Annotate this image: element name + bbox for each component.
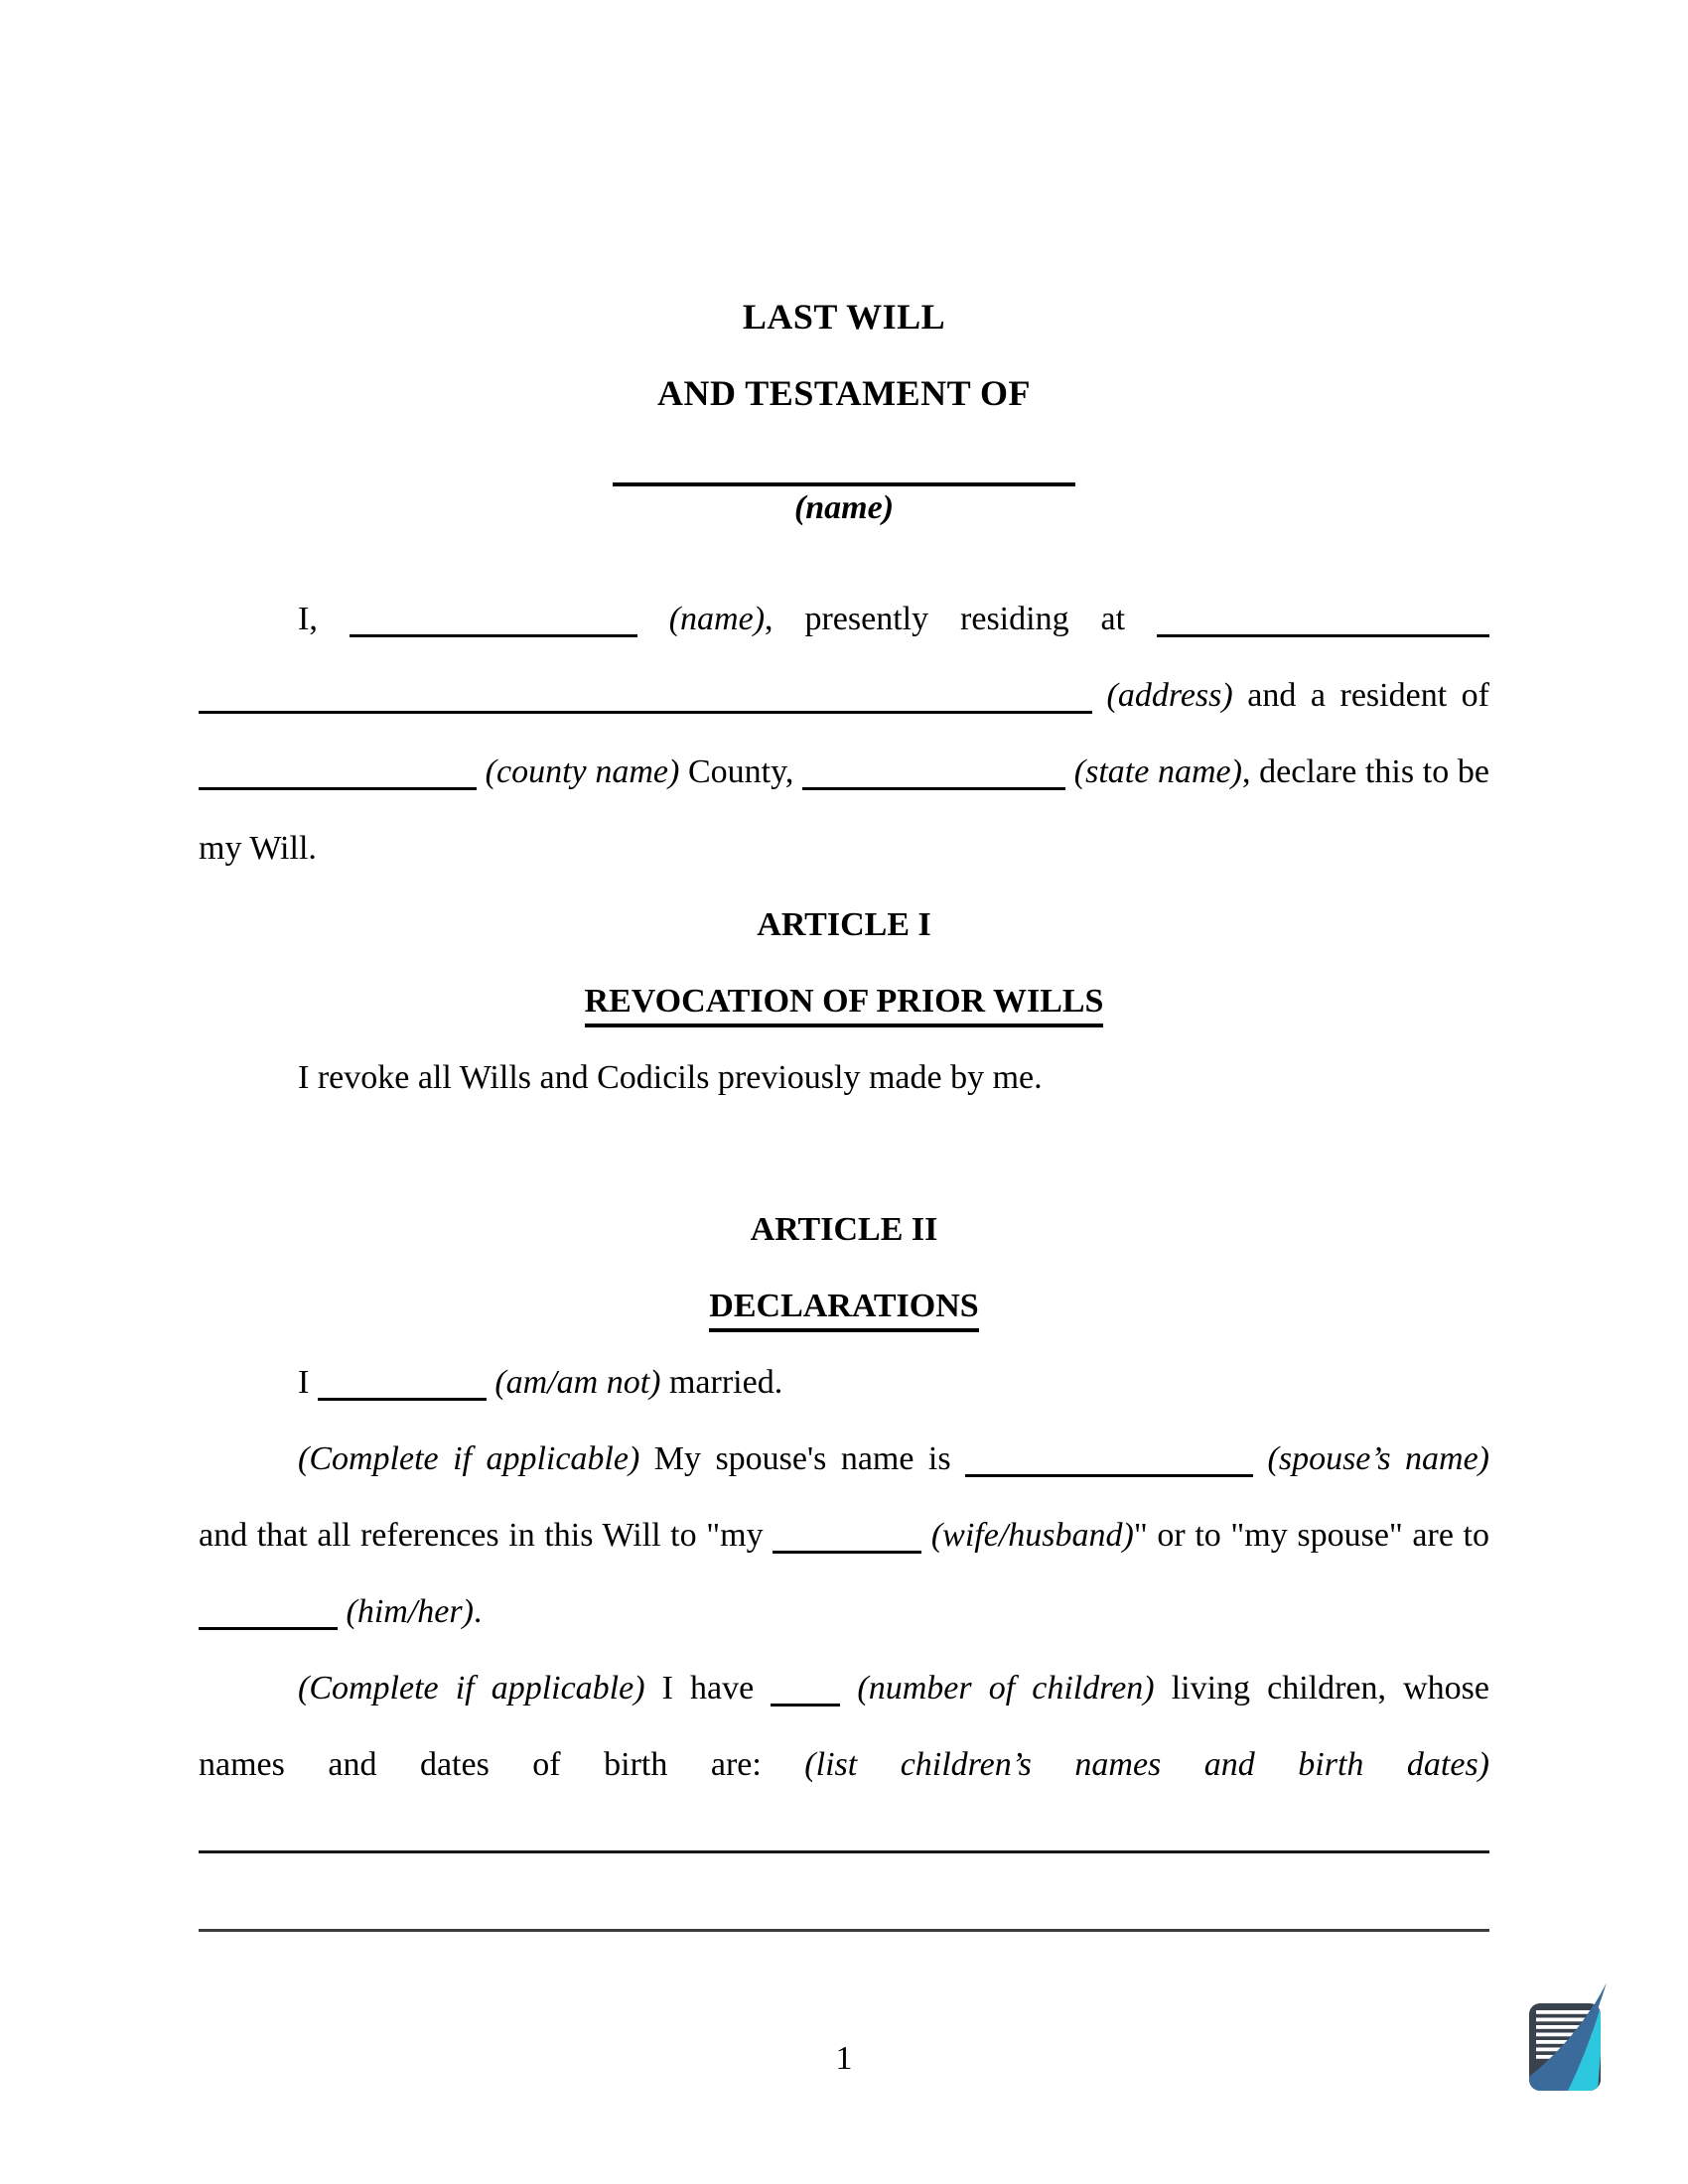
article-2-subheading-row — [199, 1268, 1489, 1344]
blank-field[interactable] — [771, 1678, 840, 1706]
body-text: I have — [644, 1670, 772, 1706]
body-text: I — [298, 1364, 318, 1401]
spouse-paragraph — [199, 1421, 1489, 1650]
body-text: I, — [298, 601, 350, 637]
formspal-logo-icon — [1521, 1978, 1617, 2097]
hint-caption-text: (county name) — [477, 753, 680, 790]
hint-caption-text: (wife/husband) — [921, 1517, 1134, 1554]
hint-caption-text: (Complete if applicable) — [298, 1670, 645, 1706]
blank-field[interactable] — [318, 1372, 487, 1401]
document-content — [199, 0, 1489, 2079]
blank-field[interactable] — [802, 761, 1065, 790]
article-1-body: I revoke all Wills and Codicils previously made by me. — [298, 1059, 1043, 1096]
blank-field[interactable] — [1157, 609, 1489, 637]
body-text: " or to "my spouse" are to — [1133, 1517, 1490, 1554]
children-list-fill-line-2[interactable] — [199, 1929, 1489, 1932]
testator-name-caption: (name) — [793, 489, 895, 526]
body-text: living children, whose names and dates of birth are: — [199, 1670, 1489, 1783]
document-title-line2: AND TESTAMENT OF — [656, 373, 1032, 413]
blank-field[interactable] — [965, 1448, 1253, 1477]
blank-field[interactable] — [199, 685, 1092, 714]
children-list-fill-line-1[interactable] — [199, 1850, 1489, 1853]
body-text: married. — [660, 1364, 783, 1401]
article-1-subheading: REVOCATION OF PRIOR WILLS — [585, 983, 1104, 1027]
children-paragraph — [199, 1650, 1489, 1803]
hint-caption-text: (Complete if applicable) — [298, 1440, 640, 1477]
body-text: , declare this to be my Will. — [199, 753, 1489, 867]
body-text: and a resident of — [1232, 677, 1490, 714]
document-title-line1: LAST WILL — [742, 297, 946, 337]
hint-caption-text: (state name) — [1065, 753, 1242, 790]
married-status-paragraph — [199, 1344, 1489, 1421]
blank-field[interactable] — [773, 1525, 921, 1554]
hint-caption-text: (list children’s names and birth dates) — [804, 1746, 1489, 1783]
hint-caption-text: (name) — [636, 601, 766, 637]
blank-field[interactable] — [199, 761, 477, 790]
hint-caption-text: (spouse’s name) — [1253, 1440, 1489, 1477]
testator-name-line-field[interactable] — [613, 482, 1075, 486]
hint-caption-text: (number of children) — [840, 1670, 1155, 1706]
blank-field[interactable] — [350, 609, 637, 637]
article-2-subheading: DECLARATIONS — [709, 1288, 978, 1332]
page-number: 1 — [835, 2040, 853, 2077]
body-text: and that all references in this Will to "my — [199, 1517, 774, 1554]
body-text: . — [473, 1593, 483, 1630]
hint-caption-text: (address) — [1092, 677, 1233, 714]
body-text: My spouse's name is — [639, 1440, 966, 1477]
blank-field[interactable] — [199, 1601, 338, 1630]
article-1-subheading-row — [199, 963, 1489, 1039]
article-1-heading: ARTICLE I — [757, 906, 931, 943]
body-text: County, — [679, 753, 803, 790]
intro-paragraph — [199, 581, 1489, 887]
hint-caption-text: (him/her) — [338, 1593, 474, 1630]
article-2-heading: ARTICLE II — [750, 1211, 938, 1248]
body-text: , presently residing at — [765, 601, 1157, 637]
hint-caption-text: (am/am not) — [486, 1364, 661, 1401]
